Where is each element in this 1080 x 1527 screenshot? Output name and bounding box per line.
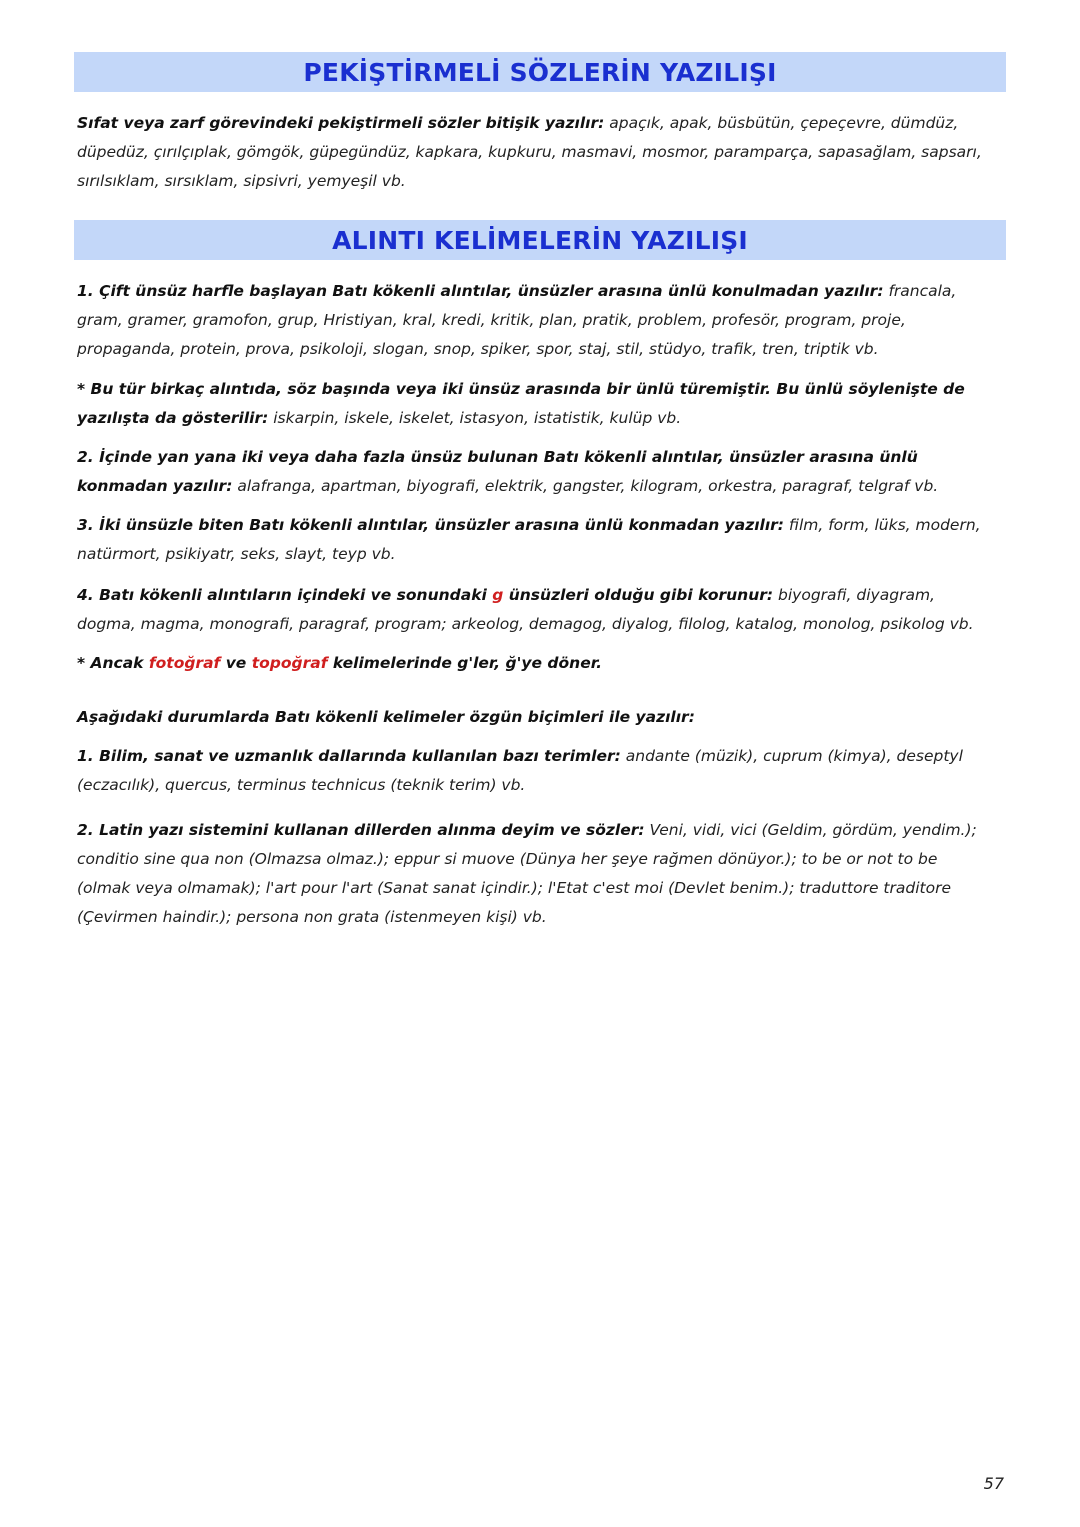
highlighted-word: fotoğraf xyxy=(148,654,221,672)
rule-text: 3. İki ünsüzle biten Batı kökenli alıntılar, ünsüzler arasına ünlü konmadan yazılır: xyxy=(77,516,784,534)
alinti-rule-1 xyxy=(77,277,987,364)
examples-text: film, form, lüks, modern, natürmort, psikiyatr, seks, slayt, teyp vb. xyxy=(77,516,981,563)
alinti-rule-4 xyxy=(77,581,987,639)
examples-text: alafranga, apartman, biyografi, elektrik, gangster, kilogram, orkestra, paragraf, telgraf vb. xyxy=(232,477,939,495)
examples-text: francala, gram, gramer, gramofon, grup, Hristiyan, kral, kredi, kritik, plan, pratik, problem, profesör, program, proje, propaganda, protein, prova, psikoloji, slogan, snop, spiker, spor, staj, stil, stüdyo, trafik, tren, triptik vb. xyxy=(77,282,957,358)
alinti-note-1 xyxy=(77,375,987,433)
rule-text: 2. İçinde yan yana iki veya daha fazla ünsüz bulunan Batı kökenli alıntılar, ünsüzler arasına ünlü konmadan yazılır: xyxy=(77,448,918,495)
alinti-rule-2 xyxy=(77,443,987,501)
examples-text: iskarpin, iskele, iskelet, istasyon, istatistik, kulüp vb. xyxy=(268,409,682,427)
examples-text: Veni, vidi, vici (Geldim, gördüm, yendim.); conditio sine qua non (Olmazsa olmaz.); eppur si muove (Dünya her şeye rağmen dönüyor.); to be or not to be (olmak veya olmamak); l'art pour l'art (Sanat sanat içindir.); l'Etat c'est moi (Devlet benim.); traduttore traditore (Çevirmen haindir.); persona non grata (istenmeyen kişi) vb. xyxy=(77,821,977,926)
ozgun-intro xyxy=(77,703,987,732)
rule-text: 1. Çift ünsüz harfle başlayan Batı kökenli alıntılar, ünsüzler arasına ünlü konulmadan yazılır: xyxy=(77,282,884,300)
rule-text: 4. Batı kökenli alıntıların içindeki ve sonundaki g ünsüzleri olduğu gibi korunur: xyxy=(77,586,774,604)
highlighted-letter: g xyxy=(492,586,504,604)
alinti-note-2 xyxy=(77,649,987,678)
page-number: 57 xyxy=(983,1474,1004,1493)
rule-text: Sıfat veya zarf görevindeki pekiştirmeli sözler bitişik yazılır: xyxy=(77,114,605,132)
examples-text: andante (müzik), cuprum (kimya), deseptyl (eczacılık), quercus, terminus technicus (teknik terim) vb. xyxy=(77,747,963,794)
highlighted-word: topoğraf xyxy=(251,654,328,672)
section-title: PEKİŞTİRMELİ SÖZLERİN YAZILIŞI xyxy=(303,57,777,87)
rule-text: * Bu tür birkaç alıntıda, söz başında veya iki ünsüz arasında bir ünlü türemiştir. Bu ünlü söylenişte de yazılışta da gösterilir: xyxy=(77,380,965,427)
alinti-rule-3 xyxy=(77,511,987,569)
rule-text: 2. Latin yazı sistemini kullanan dillerden alınma deyim ve sözler: xyxy=(77,821,645,839)
section-header-alinti xyxy=(74,220,1006,260)
rule-text: * Ancak fotoğraf ve topoğraf kelimelerinde g'ler, ğ'ye döner. xyxy=(77,654,603,672)
rule-text: Aşağıdaki durumlarda Batı kökenli kelimeler özgün biçimleri ile yazılır: xyxy=(77,708,695,726)
examples-text: biyografi, diyagram, dogma, magma, monografi, paragraf, program; arkeolog, demagog, diyalog, filolog, katalog, monolog, psikolog vb. xyxy=(77,586,974,633)
pekistirmeli-paragraph xyxy=(77,109,987,196)
section-header-pekistirmeli xyxy=(74,52,1006,92)
rule-text: 1. Bilim, sanat ve uzmanlık dallarında kullanılan bazı terimler: xyxy=(77,747,621,765)
ozgun-rule-1 xyxy=(77,742,987,800)
ozgun-rule-2 xyxy=(77,816,987,932)
examples-text: apaçık, apak, büsbütün, çepeçevre, dümdüz, düpedüz, çırılçıplak, gömgök, güpegündüz, kapkara, kupkuru, masmavi, mosmor, paramparça, sapasağlam, sapsarı, sırılsıklam, sırsıklam, sipsivri, yemyeşil vb. xyxy=(77,114,982,190)
section-title: ALINTI KELİMELERİN YAZILIŞI xyxy=(332,225,748,255)
